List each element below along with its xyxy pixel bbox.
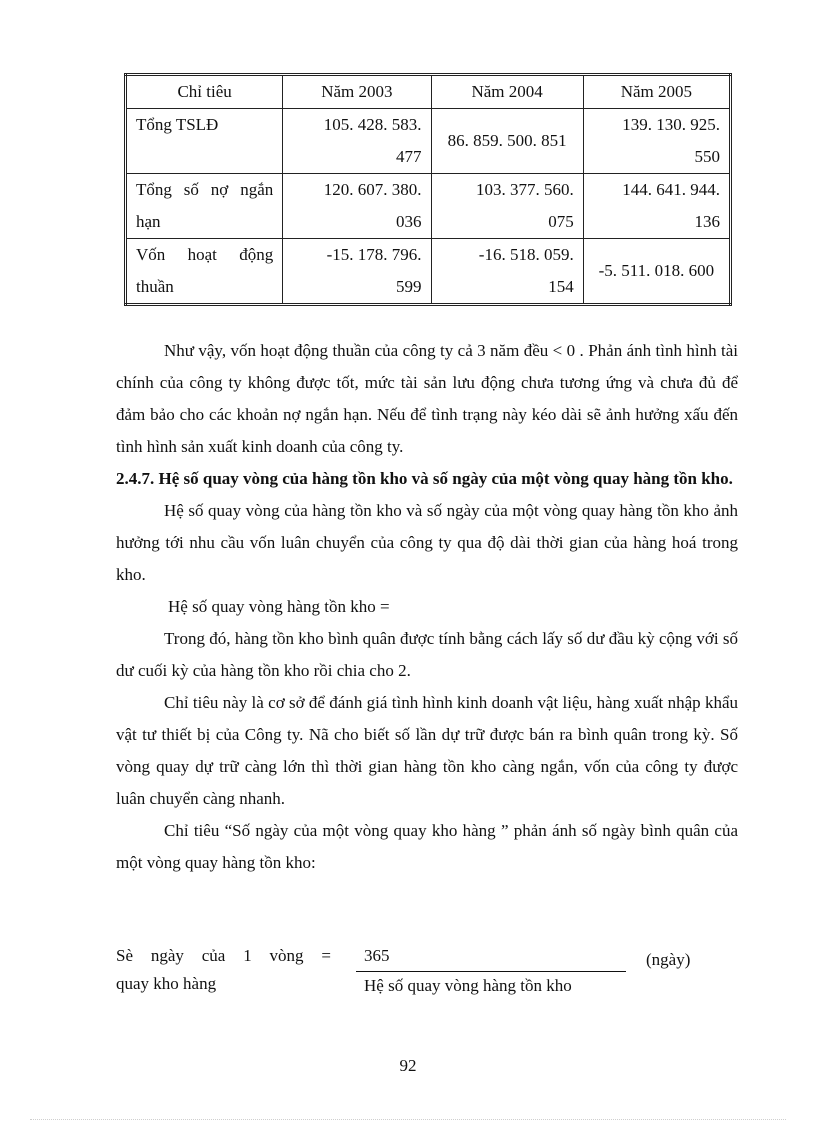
table-cell-value: 103. 377. 560. 075: [431, 174, 583, 239]
table-row: [126, 239, 731, 305]
formula-numerator: 365: [364, 946, 390, 965]
section-heading: 2.4.7. Hệ số quay vòng của hàng tồn kho và số ngày của một vòng quay hàng tồn kho.: [116, 469, 733, 488]
table-cell-label: Tổng số nợ ngắn hạn: [126, 174, 283, 239]
table-header-cell: Năm 2005: [583, 75, 730, 109]
page-number: 92: [399, 1056, 417, 1075]
financial-table: [124, 73, 732, 306]
table-cell-value: -5. 511. 018. 600: [583, 239, 730, 305]
table-row: [126, 174, 731, 239]
table-header-cell: Năm 2004: [431, 75, 583, 109]
table-cell-value: -16. 518. 059. 154: [431, 239, 583, 305]
table-cell-value: 144. 641. 944. 136: [583, 174, 730, 239]
page-bottom-rule: [30, 1119, 786, 1120]
formula-denominator: Hệ số quay vòng hàng tồn kho: [364, 976, 572, 995]
formula-line: Hệ số quay vòng hàng tồn kho =: [168, 597, 390, 616]
table-cell-value: 105. 428. 583. 477: [283, 109, 431, 174]
paragraph: Chỉ tiêu “Số ngày của một vòng quay kho hàng ” phản ánh số ngày bình quân của một vòng quay hàng tồn kho:: [116, 821, 738, 872]
table-cell-value: 139. 130. 925. 550: [583, 109, 730, 174]
table-cell-value: 120. 607. 380. 036: [283, 174, 431, 239]
table-cell-label: Vốn hoạt động thuần: [126, 239, 283, 305]
table-header-cell: Chỉ tiêu: [126, 75, 283, 109]
formula-label: Sè ngày của 1 vòng = quay kho hàng: [116, 946, 331, 993]
paragraph: Hệ số quay vòng của hàng tồn kho và số ngày của một vòng quay hàng tồn kho ảnh hưởng tới nhu cầu vốn luân chuyển của công ty qua độ dài thời gian của hàng hoá trong kho.: [116, 501, 738, 584]
table-header-row: [126, 75, 731, 109]
paragraph: Chỉ tiêu này là cơ sở để đánh giá tình hình kinh doanh vật liệu, hàng xuất nhập khẩu vật tư thiết bị của Công ty. Nã cho biết số lần dự trữ được bán ra bình quân trong kỳ. Số vòng quay dự trữ càng lớn thì thời gian hàng tồn kho càng ngắn, vốn của công ty được luân chuyển càng nhanh.: [116, 693, 738, 808]
table-cell-label: Tổng TSLĐ: [126, 109, 283, 174]
table-row: [126, 109, 731, 174]
table-header-cell: Năm 2003: [283, 75, 431, 109]
paragraph: Như vậy, vốn hoạt động thuần của công ty cả 3 năm đều < 0 . Phản ánh tình hình tài chính của công ty không được tốt, mức tài sản lưu động chưa tương ứng và chưa đủ để đảm bảo cho các khoản nợ ngắn hạn. Nếu để tình trạng này kéo dài sẽ ảnh hưởng xấu đến tình hình sản xuất kinh doanh của công ty.: [116, 341, 738, 456]
table-cell-value: 86. 859. 500. 851: [431, 109, 583, 174]
body-text: [116, 335, 738, 879]
paragraph: Trong đó, hàng tồn kho bình quân được tính bằng cách lấy số dư đầu kỳ cộng với số dư cuối kỳ của hàng tồn kho rồi chia cho 2.: [116, 629, 738, 680]
formula-unit: (ngày): [646, 950, 691, 969]
table-cell-value: -15. 178. 796. 599: [283, 239, 431, 305]
days-formula: [116, 942, 716, 1002]
